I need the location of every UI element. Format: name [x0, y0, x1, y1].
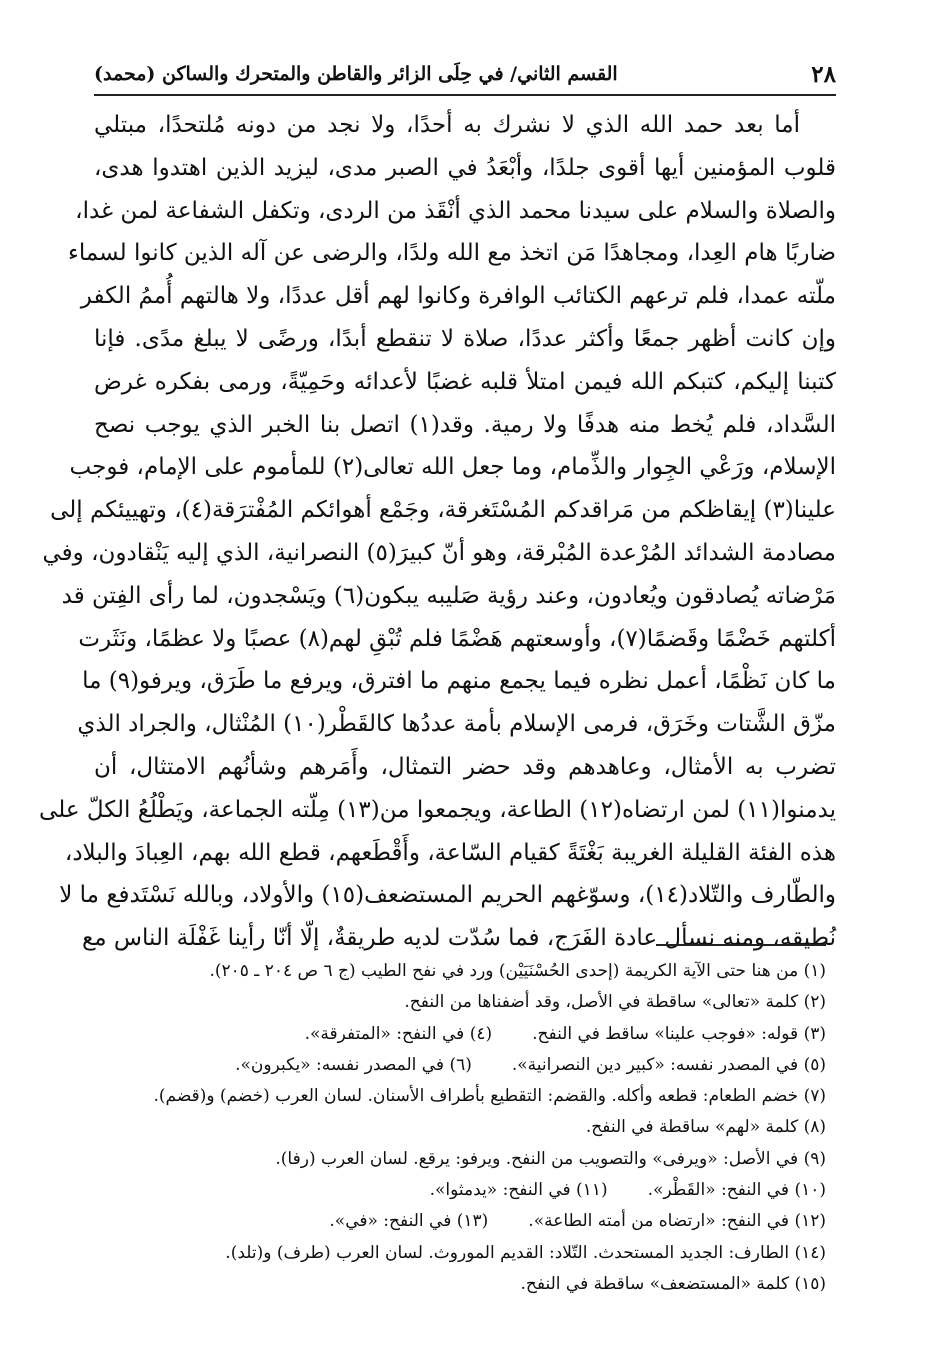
running-title: القسم الثاني/ في حِلَى الزائر والقاطن والمتحرك والساكن (محمد)	[94, 63, 618, 85]
text-line: مصادمة الشدائد المُرْعدة المُبْرقة، وهو أنّ كبيرَ(٥) النصرانية، الذي إليه يَنْقادون، وفي	[42, 539, 836, 566]
text-line: يدمنوا(١١) لمن ارتضاه(١٢) الطاعة، ويجمعوا من(١٣) مِلّته الجماعة، ويَطْلُعُ الكلّ على	[39, 796, 836, 823]
footnote: (٩) في الأصل: «ويرفى» والتصويب من النفح. ويرفو: يرقع. لسان العرب (رفا).	[275, 1148, 826, 1169]
footnote: (٦) في المصدر نفسه: «يكبرون».	[235, 1054, 472, 1075]
footnote: (٤) في النفح: «المتفرقة».	[304, 1023, 493, 1044]
text-line: هذه الفئة القليلة الغريبة بَغْتَةً كقيام السّاعة، وأَقْطَعهم، قطع الله بهم، العِبادَ والبلاد،	[64, 839, 836, 866]
page-header	[94, 54, 836, 96]
footnote: (١١) في النفح: «يدمثوا».	[429, 1180, 608, 1201]
text-line: قلوب المؤمنين أيها أقوى جلدًا، وأبْعَدُ في الصبر مدى، ليزيد الذين اهتدوا هدى،	[94, 154, 836, 181]
text-line: والطّارف والتّلاد(١٤)، وسوّغهم الحريم المستضعف(١٥) والأولاد، وبالله نَسْتَدفع ما لا	[59, 882, 836, 909]
footnote: (٨) كلمة «لهم» ساقطة في النفح.	[585, 1117, 826, 1138]
text-line: مَرْضاته يُصادقون ويُعادون، وعند رؤية صَليبه يبكون(٦) ويَسْجدون، لما رأى الفِتن قد	[61, 582, 836, 609]
text-line: تضرب به الأمثال، وعاهدهم وقد حضر التمثال، وأَمَرهم وشأنُهم الامتثال، أن	[94, 753, 836, 780]
footnote: (١٢) في النفح: «ارتضاه من أمته الطاعة».	[528, 1211, 826, 1232]
footnote: (٧) خضم الطعام: قطعه وأكله. والقضم: التقطيع بأطراف الأسنان. لسان العرب (خضم) و(قضم).	[153, 1086, 826, 1107]
footnote: (٢) كلمة «تعالى» ساقطة في الأصل، وقد أضفناها من النفح.	[404, 992, 826, 1013]
text-line: ما كان نَظْمًا، أعمل نظره فيما يجمع منهم ما افترق، ويرفع ما طَرَق، ويرفو(٩) ما	[82, 668, 836, 695]
footnote: (٣) قوله: «فوجب علينا» ساقط في النفح.	[532, 1023, 826, 1044]
text-line: الإسلام، ورَعْي الجِوار والذِّمام، وما جعل الله تعالى(٢) للمأموم على الإمام، فوجب	[69, 454, 836, 481]
footnote: (١٥) كلمة «المستضعف» ساقطة في النفح.	[520, 1273, 826, 1294]
footnote: (١) من هنا حتى الآية الكريمة (إحدى الحُسْنَيَيْن) ورد في نفح الطيب (ج ٦ ص ٢٠٤ ـ ٢٠٥).	[209, 961, 826, 981]
text-line: والصلاة والسلام على سيدنا محمد الذي أنْقَذ من الردى، وتكفل الشفاعة لمن غدا،	[75, 197, 836, 224]
text-line: أما بعد حمد الله الذي لا نشرك به أحدًا، ولا نجد من دونه مُلتحدًا، مبتلي	[94, 112, 800, 138]
text-line: علينا(٣) إيقاظكم من مَراقدكم المُسْتَغرقة، وجَمْع أهوائكم المُفْترَقة(٤)، وتهييئكم إلى	[50, 497, 836, 524]
footnotes	[94, 956, 826, 1300]
footnote: (٥) في المصدر نفسه: «كبير دين النصرانية».	[511, 1054, 826, 1075]
main-text	[39, 104, 836, 960]
text-line: أكلتهم خَضْمًا وقَضمًا(٧)، وأوسعتهم هَضْمًا فلم تُبْقِ لهم(٨) عصبًا ولا عظمًا، ونَثَرت	[78, 625, 836, 652]
text-line: ضاربًا هام العِدا، ومجاهدًا مَن اتخذ مع الله ولدًا، والرضى عن آله الذين كانوا لسماء	[68, 240, 836, 267]
text-line: السَّداد، فلم يُخط منه هدفًا ولا رمية. وقد(١) اتصل بنا الخبر الذي يوجب نصح	[94, 411, 836, 438]
footnote: (١٠) في النفح: «القَطْر».	[647, 1180, 826, 1201]
footnote-pair	[94, 1019, 826, 1050]
footnote-pair	[94, 1175, 826, 1206]
footnote-pair	[94, 1050, 826, 1081]
text-line: مزّق الشَّتات وخَرَق، فرمى الإسلام بأمة عددُها كالقَطْر(١٠) المُنْثال، والجراد الذي	[77, 711, 836, 738]
footnote: (١٣) في النفح: «في».	[329, 1211, 489, 1232]
text-line: نُطيقه، ومنه نسأل عادة الفَرَج، فما سُدّت لديه طريقةٌ، إلّا أنّا رأينا غَفْلَة الناس مع	[82, 925, 836, 952]
text-line: ملّته عمدا، فلم ترعهم الكتائب الوافرة وكانوا لهم أقل عددًا، ولا هالتهم أُممُ الكفر	[80, 283, 836, 310]
text-line: وإن كانت أظهر جمعًا وأكثر عددًا، صلاة لا تنقطع أبدًا، ورضًى لا يبلغ مدًى. فإنا	[94, 325, 836, 352]
footnote-pair	[94, 1206, 826, 1237]
page-number: ٢٨	[811, 60, 836, 88]
text-line: كتبنا إليكم، كتبكم الله فيمن امتلأ قلبه غضبًا لأعدائه وحَمِيّةً، ورمى بفكره غرض	[94, 368, 836, 395]
footnote: (١٤) الطارف: الجديد المستحدث. التّلاد: القديم الموروث. لسان العرب (طرف) و(تلد).	[225, 1242, 826, 1263]
footnote-divider	[656, 944, 826, 946]
